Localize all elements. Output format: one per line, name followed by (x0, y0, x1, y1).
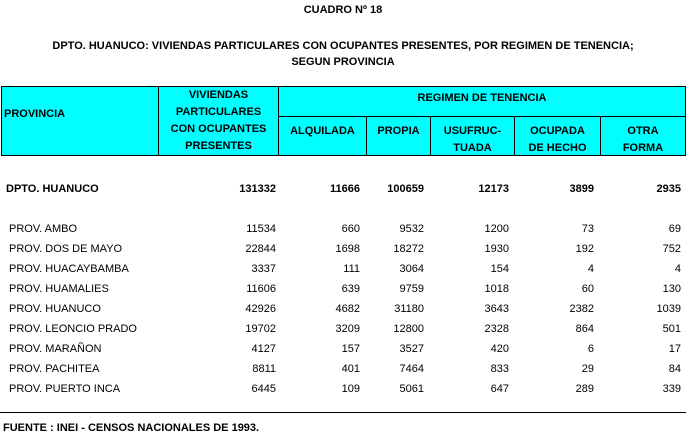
table-row (0, 360, 686, 380)
header-otra: OTRA FORMA (622, 125, 664, 154)
row-propia: 9532 (399, 223, 424, 235)
row-alquilada: 401 (341, 363, 360, 375)
row-viviendas: 3337 (251, 263, 276, 275)
row-alquilada: 157 (341, 343, 360, 355)
row-viviendas: 11606 (246, 283, 276, 295)
row-viviendas: 11534 (246, 223, 276, 235)
row-alquilada: 4682 (335, 303, 360, 315)
row-name: PROV. AMBO (9, 223, 78, 235)
row-ocupada: 289 (575, 383, 594, 395)
row-usufructuada: 420 (490, 343, 509, 355)
row-alquilada: 1698 (335, 243, 360, 255)
table-subtitle-line1: DPTO. HUANUCO: VIVIENDAS PARTICULARES CON OCUPANTES PRESENTES, POR REGIMEN DE TENENCIA; (52, 40, 634, 52)
row-ocupada: 60 (581, 283, 594, 295)
row-name: PROV. LEONCIO PRADO (9, 323, 137, 335)
row-propia: 5061 (399, 383, 424, 395)
row-propia: 3064 (399, 263, 424, 275)
row-otra: 501 (662, 323, 681, 335)
row-alquilada: 3209 (335, 323, 360, 335)
table-row (0, 380, 686, 400)
row-propia: 12800 (393, 323, 424, 335)
total-viviendas: 131332 (239, 183, 276, 195)
row-otra: 17 (668, 343, 681, 355)
table-subtitle-line2: SEGUN PROVINCIA (291, 56, 395, 68)
row-otra: 69 (668, 223, 681, 235)
row-name: PROV. PACHITEA (9, 363, 100, 375)
row-propia: 9759 (399, 283, 424, 295)
row-usufructuada: 3643 (484, 303, 509, 315)
table-row (0, 320, 686, 340)
row-otra: 1039 (656, 303, 681, 315)
header-provincia: PROVINCIA (4, 108, 66, 120)
table-row (0, 340, 686, 360)
total-propia: 100659 (387, 183, 424, 195)
row-otra: 752 (662, 243, 681, 255)
row-ocupada: 29 (581, 363, 594, 375)
row-otra: 84 (668, 363, 681, 375)
row-usufructuada: 154 (490, 263, 509, 275)
row-usufructuada: 2328 (484, 323, 509, 335)
row-viviendas: 6445 (251, 383, 276, 395)
row-ocupada: 6 (587, 343, 594, 355)
table-title: CUADRO Nº 18 (303, 4, 383, 16)
row-otra: 4 (674, 263, 681, 275)
table-row (0, 280, 686, 300)
row-viviendas: 22844 (245, 243, 276, 255)
header-divider (278, 116, 686, 117)
row-usufructuada: 647 (490, 383, 509, 395)
header-propia: PROPIA (377, 125, 420, 137)
row-ocupada: 2382 (569, 303, 594, 315)
row-alquilada: 660 (341, 223, 360, 235)
row-usufructuada: 1200 (484, 223, 509, 235)
header-usufructuada: USUFRUC- TUADA (443, 125, 502, 154)
row-name: PROV. DOS DE MAYO (9, 243, 123, 255)
header-top-border (1, 86, 686, 87)
row-ocupada: 4 (587, 263, 594, 275)
row-name: PROV. HUACAYBAMBA (9, 263, 129, 275)
row-propia: 7464 (399, 363, 424, 375)
row-name: PROV. HUAMALIES (9, 283, 109, 295)
row-alquilada: 109 (341, 383, 360, 395)
total-ocupada: 3899 (569, 183, 594, 195)
row-name: PROV. MARAÑON (9, 343, 102, 355)
table-row (0, 220, 686, 240)
row-propia: 3527 (399, 343, 424, 355)
total-row (0, 180, 686, 200)
row-ocupada: 73 (581, 223, 594, 235)
row-usufructuada: 1018 (484, 283, 509, 295)
row-alquilada: 111 (343, 263, 360, 275)
total-alquilada: 11666 (330, 183, 360, 195)
row-viviendas: 8811 (252, 363, 276, 375)
row-ocupada: 192 (575, 243, 594, 255)
row-usufructuada: 1930 (484, 243, 509, 255)
row-name: PROV. HUANUCO (9, 303, 101, 315)
row-alquilada: 639 (341, 283, 360, 295)
row-propia: 31180 (394, 303, 424, 315)
footer-divider (0, 412, 686, 413)
row-name: PROV. PUERTO INCA (9, 383, 121, 395)
table-row (0, 260, 686, 280)
table-row (0, 240, 686, 260)
table-header (1, 86, 686, 156)
header-left-border (1, 86, 2, 156)
total-otra: 2935 (656, 183, 681, 195)
header-viviendas: VIVIENDAS PARTICULARES CON OCUPANTES PRESENTES (170, 89, 267, 152)
row-ocupada: 864 (575, 323, 594, 335)
total-name: DPTO. HUANUCO (6, 183, 99, 195)
row-otra: 130 (662, 283, 681, 295)
source-note: FUENTE : INEI - CENSOS NACIONALES DE 1993. (3, 422, 260, 434)
row-propia: 18272 (393, 243, 424, 255)
header-regimen: REGIMEN DE TENENCIA (417, 92, 547, 104)
row-otra: 339 (662, 383, 681, 395)
row-viviendas: 4127 (251, 343, 276, 355)
row-usufructuada: 833 (490, 363, 509, 375)
total-usufructuada: 12173 (478, 183, 509, 195)
row-viviendas: 19702 (245, 323, 276, 335)
table-row (0, 300, 686, 320)
header-ocupada: OCUPADA DE HECHO (528, 125, 587, 154)
header-alquilada: ALQUILADA (290, 125, 355, 137)
row-viviendas: 42926 (245, 303, 276, 315)
